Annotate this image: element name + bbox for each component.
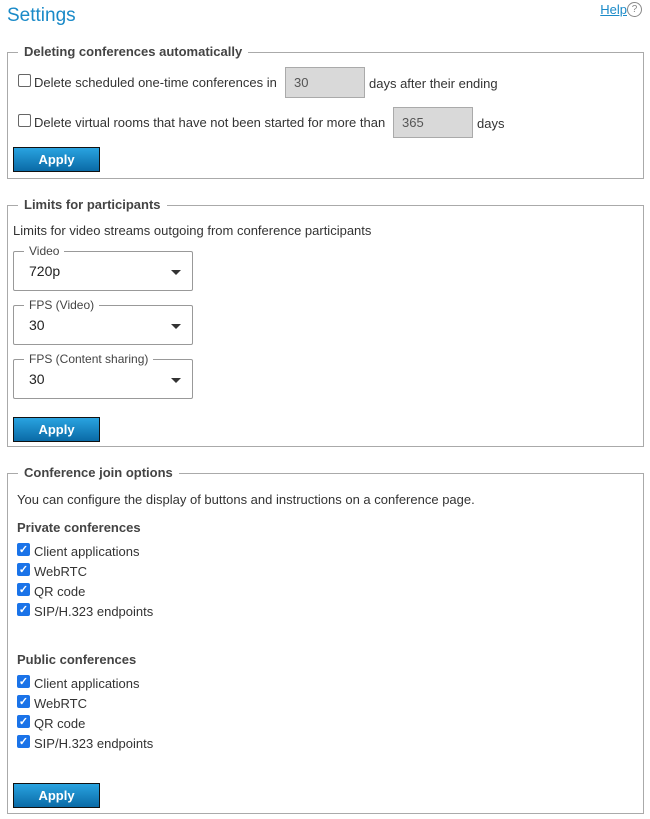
video-select-value: 720p [29, 263, 61, 279]
limits-fieldset [7, 197, 644, 447]
public-webrtc-checkbox[interactable]: ✓ [18, 696, 29, 708]
fps-content-select-value: 30 [29, 371, 45, 387]
delete-scheduled-days-input[interactable]: 30 [285, 67, 365, 98]
delete-rooms-checkbox[interactable] [18, 114, 31, 127]
deleting-fieldset [7, 44, 644, 179]
dropdown-arrow-icon [171, 324, 181, 329]
private-sip-checkbox[interactable]: ✓ [18, 604, 29, 616]
video-select[interactable] [13, 244, 193, 291]
fps-content-select-label: FPS (Content sharing) [24, 352, 153, 366]
delete-rooms-days-input[interactable]: 365 [393, 107, 473, 138]
public-qr-label: QR code [34, 716, 86, 731]
dropdown-arrow-icon [171, 270, 181, 275]
private-client-apps-label: Client applications [34, 544, 140, 559]
public-sip-checkbox[interactable]: ✓ [18, 736, 29, 748]
join-fieldset [7, 465, 644, 814]
fps-video-select-value: 30 [29, 317, 45, 333]
public-client-apps-checkbox[interactable]: ✓ [18, 676, 29, 688]
delete-scheduled-label: Delete scheduled one-time conferences in [34, 75, 277, 90]
join-description: You can configure the display of buttons and instructions on a conference page. [17, 492, 475, 507]
private-heading: Private conferences [17, 520, 141, 535]
delete-scheduled-suffix: days after their ending [369, 76, 498, 91]
private-qr-label: QR code [34, 584, 86, 599]
delete-rooms-suffix: days [477, 116, 505, 131]
public-sip-label: SIP/H.323 endpoints [34, 736, 154, 751]
limits-legend: Limits for participants [18, 197, 167, 212]
public-heading: Public conferences [17, 652, 137, 667]
fps-video-select[interactable] [13, 298, 193, 345]
help-icon[interactable]: ? [627, 2, 642, 17]
public-client-apps-label: Client applications [34, 676, 140, 691]
limits-description: Limits for video streams outgoing from conference participants [13, 223, 372, 238]
apply-button[interactable]: Apply [13, 417, 100, 442]
help-link[interactable]: Help [600, 2, 627, 17]
deleting-legend: Deleting conferences automatically [18, 44, 248, 59]
private-sip-label: SIP/H.323 endpoints [34, 604, 154, 619]
public-qr-checkbox[interactable]: ✓ [18, 716, 29, 728]
private-qr-checkbox[interactable]: ✓ [18, 584, 29, 596]
fps-content-select[interactable] [13, 352, 193, 399]
delete-rooms-label: Delete virtual rooms that have not been started for more than [34, 115, 386, 130]
dropdown-arrow-icon [171, 378, 181, 383]
public-webrtc-label: WebRTC [34, 696, 87, 711]
private-webrtc-checkbox[interactable]: ✓ [18, 564, 29, 576]
fps-video-select-label: FPS (Video) [24, 298, 99, 312]
apply-button[interactable]: Apply [13, 147, 100, 172]
private-client-apps-checkbox[interactable]: ✓ [18, 544, 29, 556]
page-title: Settings [7, 5, 76, 26]
private-webrtc-label: WebRTC [34, 564, 87, 579]
apply-button[interactable]: Apply [13, 783, 100, 808]
join-legend: Conference join options [18, 465, 179, 480]
video-select-label: Video [24, 244, 64, 258]
delete-scheduled-checkbox[interactable] [18, 74, 31, 87]
